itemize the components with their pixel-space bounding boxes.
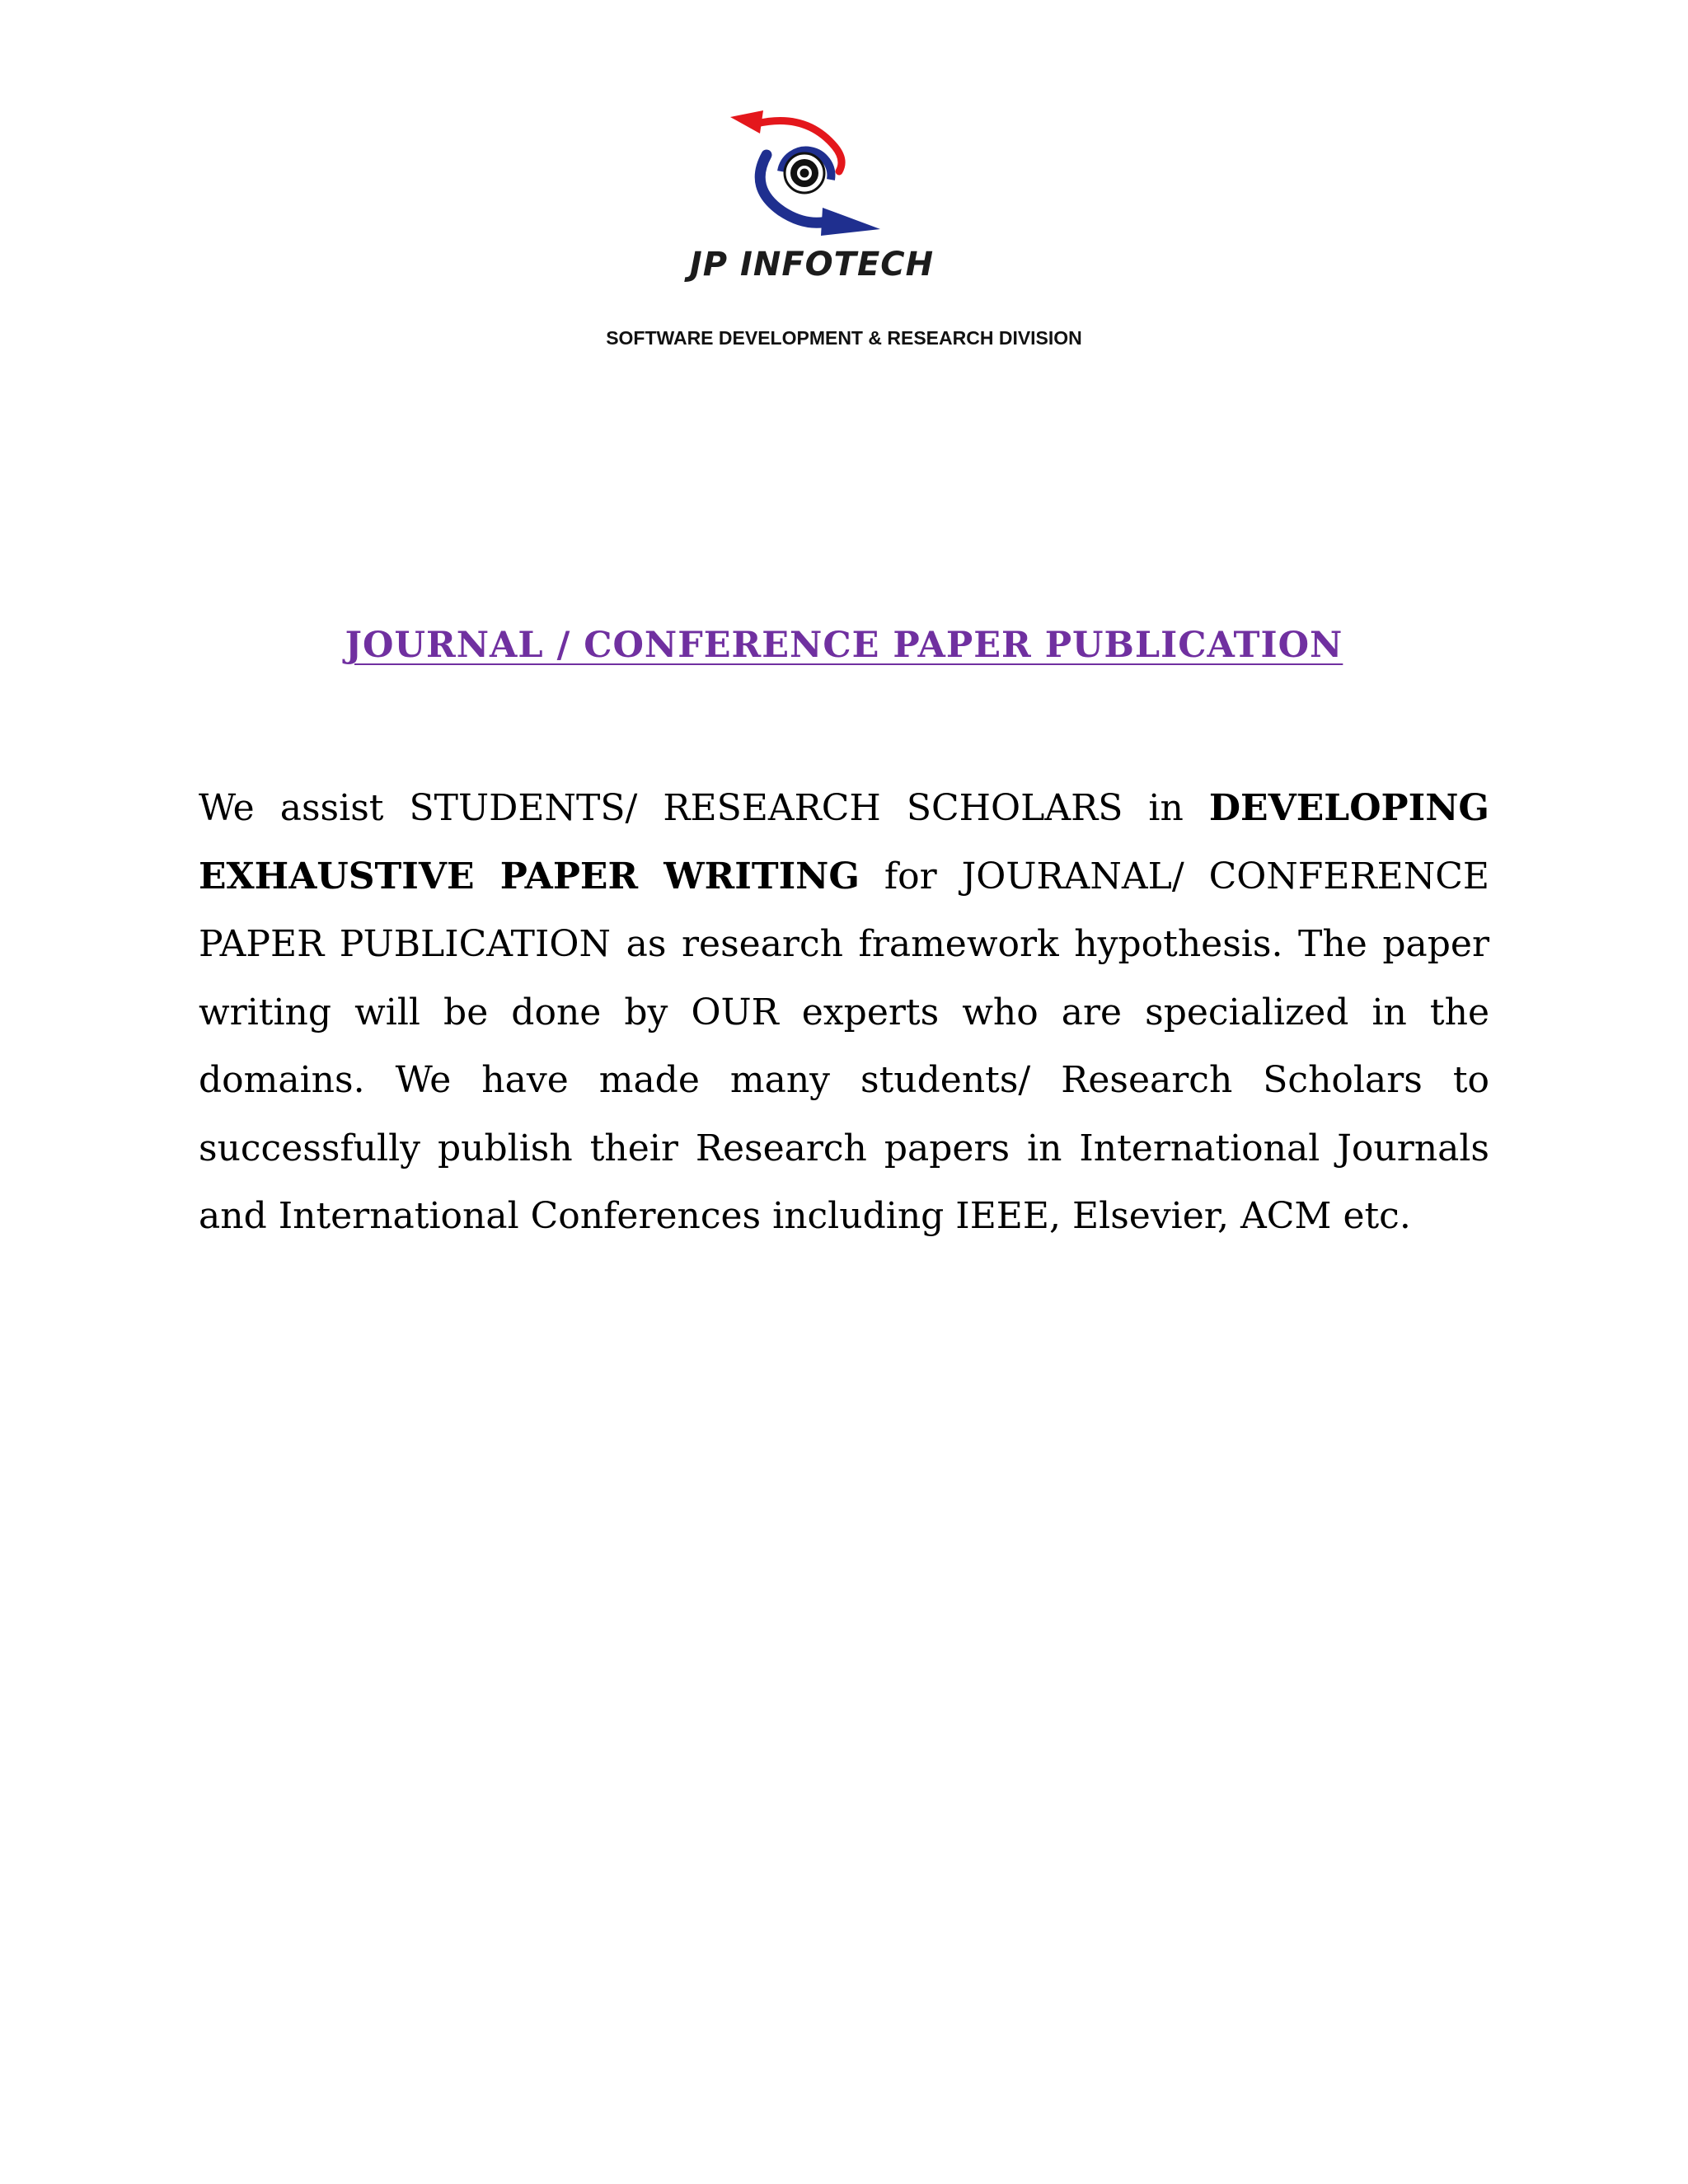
page-title-text: JOURNAL / CONFERENCE PAPER PUBLICATION [345, 625, 1343, 666]
brand-name: JP INFOTECH [689, 246, 935, 284]
paragraph-bold-phrase: DEVELOPING EXHAUSTIVE PAPER WRITING [199, 787, 1489, 898]
paragraph-part-1: We assist STUDENTS/ RESEARCH SCHOLARS in [199, 787, 1209, 829]
body-paragraph [199, 775, 1489, 1251]
division-subtitle: SOFTWARE DEVELOPMENT & RESEARCH DIVISION [606, 327, 1082, 349]
jp-infotech-logo-icon [724, 105, 889, 246]
paragraph-part-2: for JOURANAL/ CONFERENCE PAPER PUBLICATION as research framework hypothesis. The paper writing will be done by OUR experts who are specialized in the domains. We have made many students/ Research Scholars to successfully publish their Research papers in International Journals and International Conferences including IEEE, Elsevier, ACM etc. [199, 855, 1489, 1237]
page-title [0, 618, 1688, 673]
